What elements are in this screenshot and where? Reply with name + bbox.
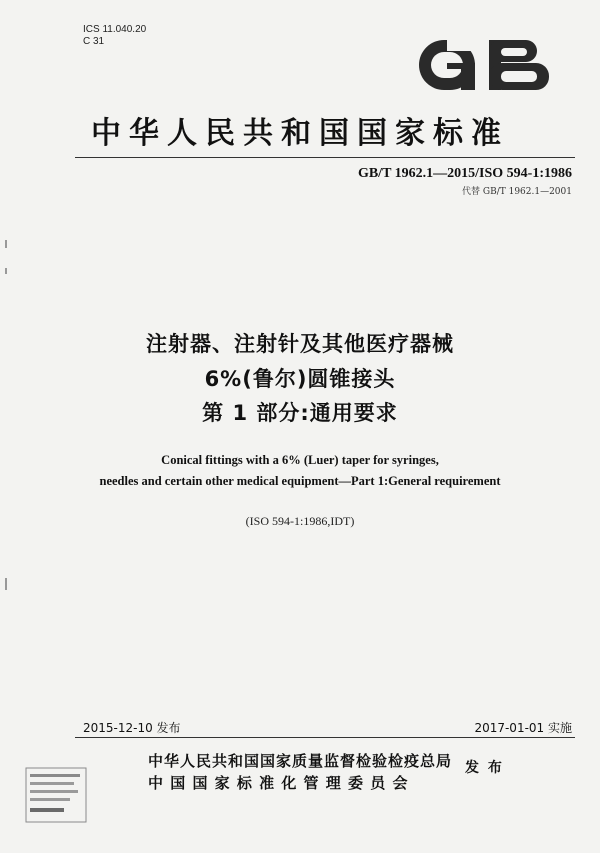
ics-code: ICS 11.040.20 — [83, 24, 147, 35]
replaced-standard: 代替 GB/T 1962.1—2001 — [462, 187, 572, 197]
publish-date: 2015-12-10 发布 — [83, 721, 181, 735]
library-stamp-icon — [24, 766, 88, 824]
header-rule — [75, 157, 575, 158]
scan-mark — [5, 240, 7, 248]
title-en-line-1: Conical fittings with a 6% (Luer) taper for syringes, — [161, 453, 439, 467]
title-zh-line-1: 注射器、注射针及其他医疗器械 — [146, 332, 454, 356]
iso-reference: (ISO 594-1:1986,IDT) — [245, 514, 355, 528]
scan-mark — [5, 268, 7, 274]
ccs-code: C 31 — [83, 36, 105, 47]
classification-codes — [83, 24, 146, 48]
title-zh-line-3: 第 1 部分:通用要求 — [202, 401, 398, 425]
issuer-aqsiq: 中华人民共和国国家质量监督检验检疫总局 — [148, 752, 453, 770]
national-standard-title: 中华人民共和国国家标准 — [91, 116, 509, 151]
standard-number: GB/T 1962.1—2015/ISO 594-1:1986 — [357, 166, 572, 181]
gb-logo-icon — [417, 34, 557, 96]
scan-mark — [5, 578, 7, 590]
issue-label: 发 布 — [465, 760, 504, 776]
title-en-line-2: needles and certain other medical equipment—Part 1:General requirement — [99, 474, 501, 488]
issuer-sac: 中 国 国 家 标 准 化 管 理 委 员 会 — [148, 774, 409, 792]
title-zh-line-2: 6%(鲁尔)圆锥接头 — [204, 367, 396, 391]
implement-date: 2017-01-01 实施 — [474, 721, 572, 735]
footer-rule — [75, 737, 575, 738]
